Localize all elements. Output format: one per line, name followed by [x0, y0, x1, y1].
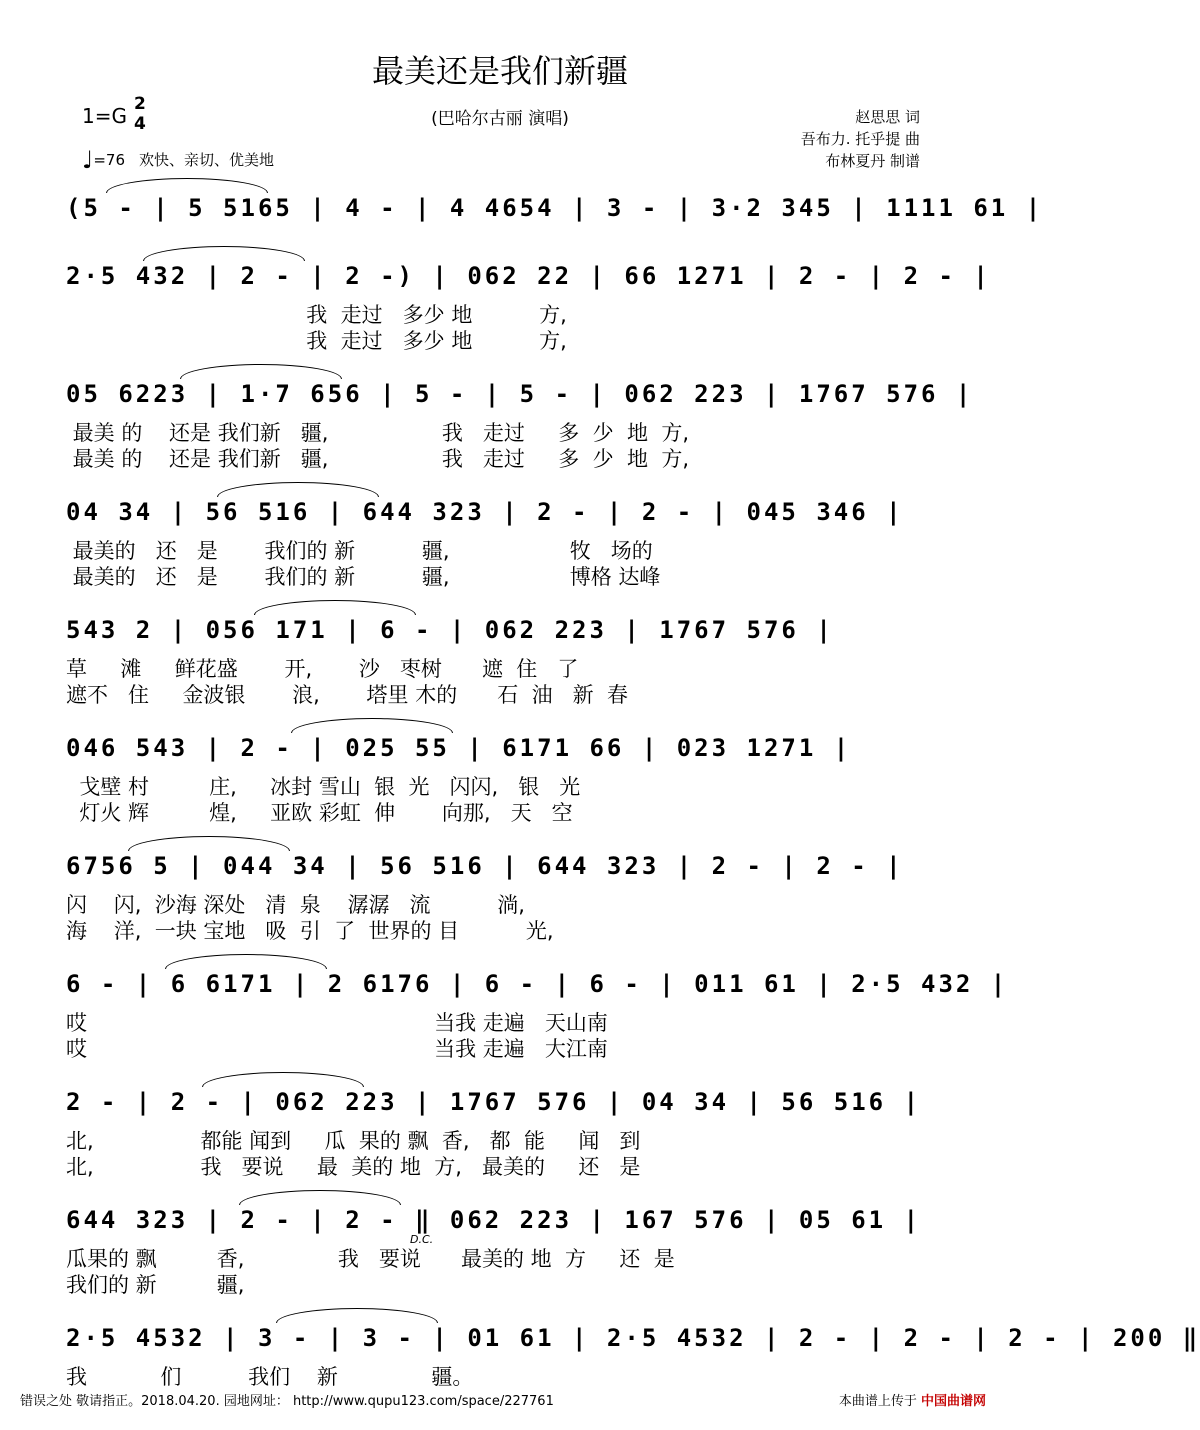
lyric-line-2: 哎 当我 走遍 大江南 — [66, 1037, 608, 1061]
composer-credit: 吾布力. 托乎提 曲 — [800, 130, 920, 148]
lyric-line-1: 最美 的 还是 我们新 疆, 我 走过 多 少 地 方, — [66, 421, 690, 445]
score-row — [66, 376, 974, 486]
tempo-marking — [82, 146, 274, 174]
notation-line: 04 34 | 56 516 | 644 323 | 2 - | 2 - | 045 346 | — [66, 498, 904, 526]
quarter-note-icon: ♩ — [82, 146, 94, 174]
site-logo: 中国曲谱网 — [920, 1394, 986, 1409]
slur-mark — [106, 178, 268, 193]
lyric-line-1: 我 走过 多少 地 方, — [66, 303, 567, 327]
score-row — [66, 966, 1009, 1076]
lyric-line-1: 最美的 还 是 我们的 新 疆, 牧 场的 — [66, 539, 653, 563]
lyric-line-1: 草 滩 鲜花盛 开, 沙 枣树 遮 住 了 — [66, 657, 579, 681]
key-signature: 1=G — [82, 104, 127, 128]
notation-line: 644 323 | 2 - | 2 - ‖ 062 223 | 167 576 | 05 61 | — [66, 1206, 922, 1234]
tempo-value: =76 — [93, 151, 125, 169]
score-row — [66, 848, 928, 958]
lyric-line-1: 北, 都能 闻到 瓜 果的 飘 香, 都 能 闻 到 — [66, 1129, 641, 1153]
lyric-line-1: 哎 当我 走遍 天山南 — [66, 1011, 608, 1035]
score-row — [66, 1084, 928, 1194]
lyric-line-2: 我 走过 多少 地 方, — [66, 329, 567, 353]
time-signature-bottom: 4 — [134, 114, 146, 134]
lyric-line-1: 瓜果的 飘 香, 我 要说 最美的 地 方 还 是 — [66, 1247, 675, 1271]
notation-line: 046 543 | 2 - | 025 55 | 6171 66 | 023 1271 | — [66, 734, 852, 762]
lyric-line-2: 灯火 辉 煌, 亚欧 彩虹 伸 向那, 天 空 — [66, 801, 573, 825]
score-row — [66, 494, 928, 604]
arranger-credit: 布林夏丹 制谱 — [825, 152, 920, 170]
time-signature-top: 2 — [134, 94, 146, 114]
lyric-line-1: 戈壁 村 庄, 冰封 雪山 银 光 闪闪, 银 光 — [66, 775, 581, 799]
performer: (巴哈尔古丽 演唱) — [431, 109, 569, 129]
notation-line: 05 6223 | 1·7 656 | 5 - | 5 - | 062 223 | 1767 576 | — [66, 380, 974, 408]
notation-line: 6 - | 6 6171 | 2 6176 | 6 - | 6 - | 011 61 | 2·5 432 | — [66, 970, 1009, 998]
lyric-line-2: 北, 我 要说 最 美的 地 方, 最美的 还 是 — [66, 1155, 641, 1179]
footer-note: 错误之处 敬请指正。2018.04.20. 园地网址： http://www.qupu123.com/space/227761 — [20, 1394, 554, 1409]
lyric-line-1: 闪 闪, 沙海 深处 清 泉 潺潺 流 淌, — [66, 893, 525, 917]
notation-line: 2·5 432 | 2 - | 2 -) | 062 22 | 66 1271 | 2 - | 2 - | — [66, 262, 991, 290]
score-row — [66, 1202, 928, 1312]
lyric-line-2: 最美 的 还是 我们新 疆, 我 走过 多 少 地 方, — [66, 447, 690, 471]
notation-line: 2 - | 2 - | 062 223 | 1767 576 | 04 34 | 56 516 | — [66, 1088, 922, 1116]
lyric-line-2: 海 洋, 一块 宝地 吸 引 了 世界的 目 光, — [66, 919, 554, 943]
footer-source — [839, 1390, 986, 1409]
lyric-line-2: 遮不 住 金波银 浪, 塔里 木的 石 油 新 春 — [66, 683, 628, 707]
dc-mark: D.C. — [410, 1233, 434, 1246]
notation-line: 543 2 | 056 171 | 6 - | 062 223 | 1767 576 | — [66, 616, 834, 644]
lyric-line-2: 我们的 新 疆, — [66, 1273, 245, 1297]
score-row — [66, 258, 991, 368]
notation-line: (5 - | 5 5165 | 4 - | 4 4654 | 3 - | 3·2 345 | 1111 61 | — [66, 194, 1044, 222]
notation-line: 6756 5 | 044 34 | 56 516 | 644 323 | 2 - | 2 - | — [66, 852, 904, 880]
lyric-line-2: 最美的 还 是 我们的 新 疆, 博格 达峰 — [66, 565, 661, 589]
footer-source-prefix: 本曲谱上传于 — [838, 1394, 917, 1409]
page-title: 最美还是我们新疆 — [371, 52, 628, 90]
lyric-line-1: 我 们 我们 新 疆。 — [66, 1365, 474, 1389]
score-row — [66, 730, 928, 840]
score-row — [66, 612, 928, 722]
lyricist-credit: 赵思思 词 — [855, 108, 920, 126]
mood-text: 欢快、亲切、优美地 — [138, 151, 274, 169]
notation-line: 2·5 4532 | 3 - | 3 - | 01 61 | 2·5 4532 | 2 - | 2 - | 2 - | 200 ‖ — [66, 1324, 1200, 1352]
